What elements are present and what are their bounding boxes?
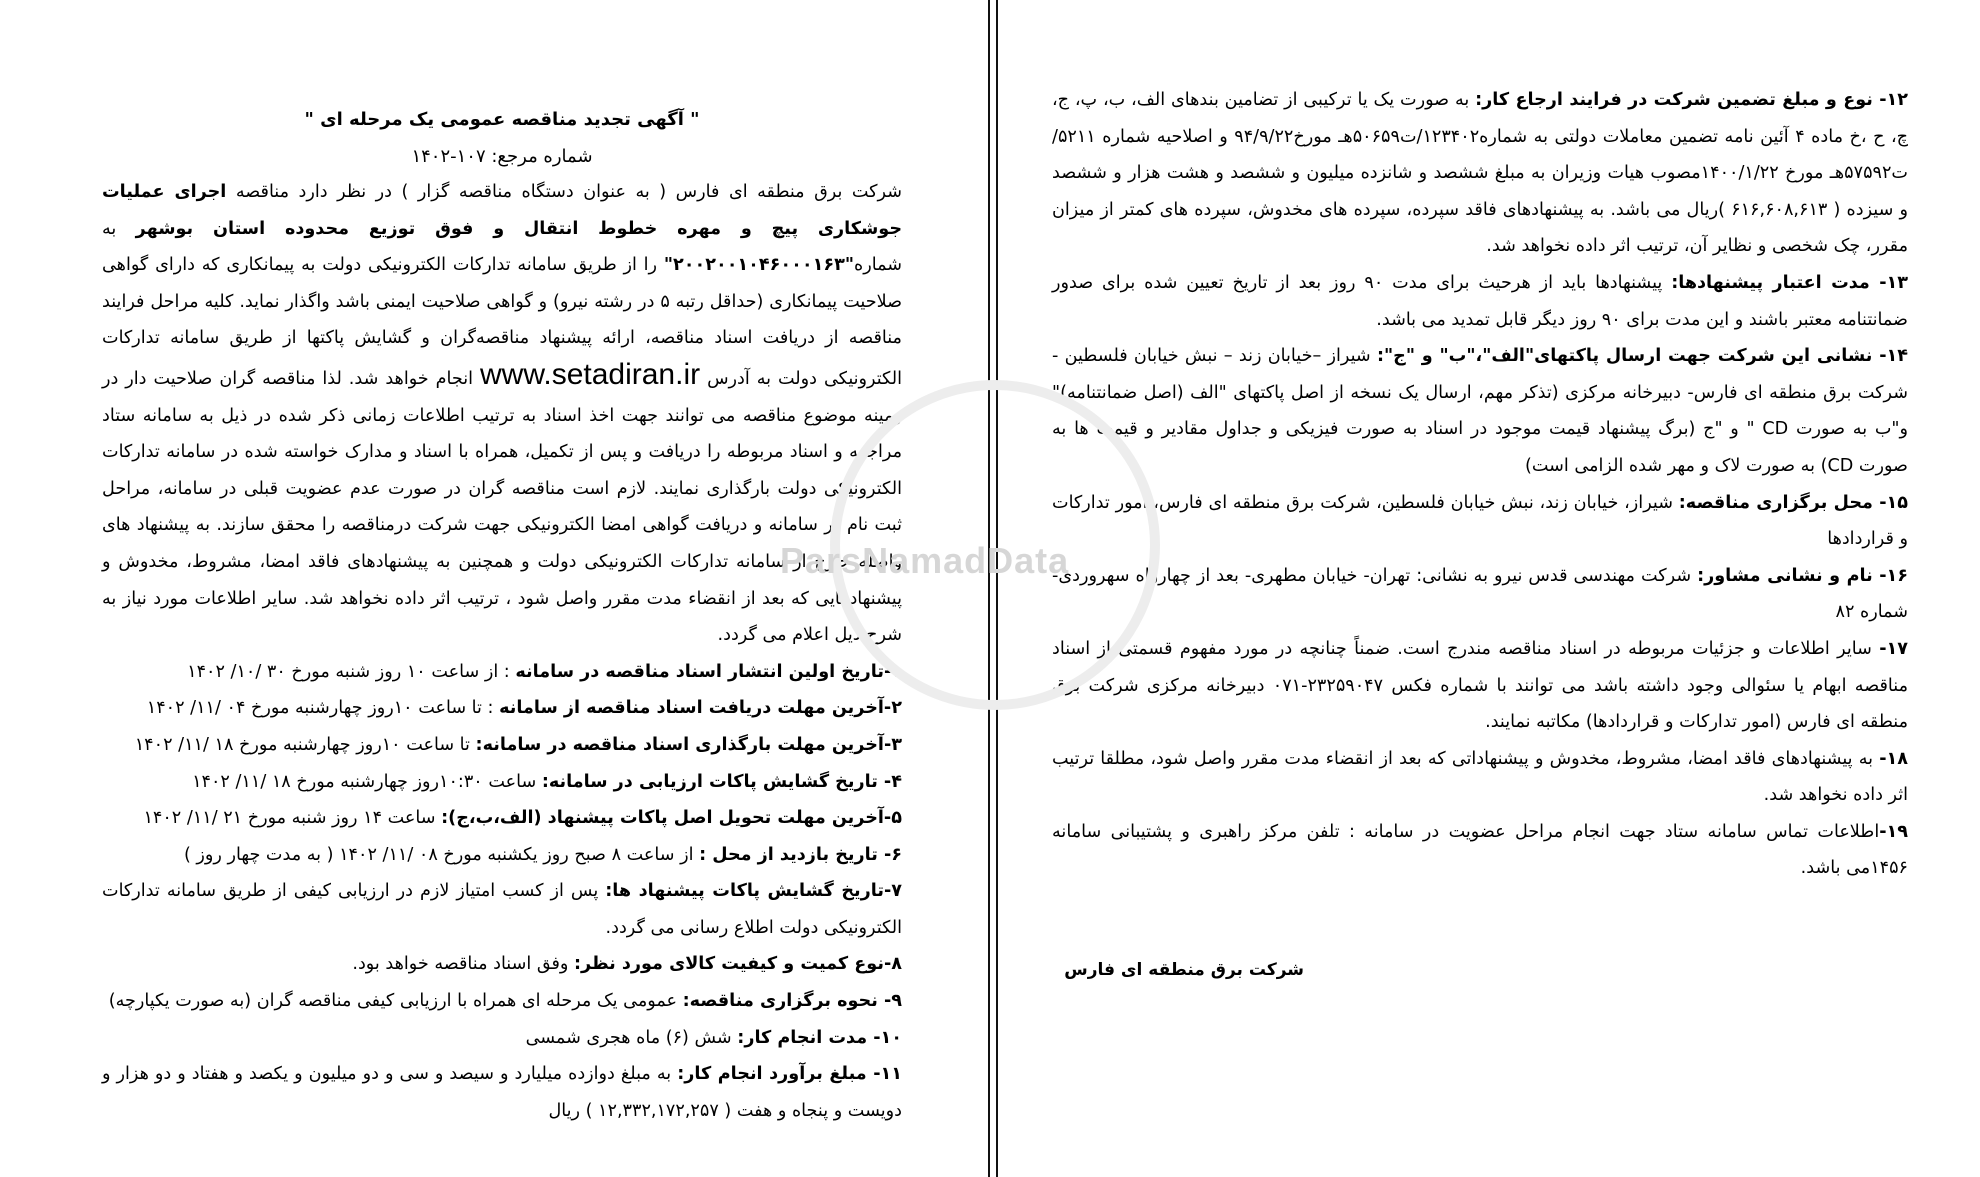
setadiran-url: www.setadiran.ir	[480, 357, 701, 391]
item-16: ۱۶- نام و نشانی مشاور: شرکت مهندسی قدس نیرو به نشانی: تهران- خیابان مطهری- بعد از چهارراه سهروردی- شماره ۸۲	[1052, 565, 1908, 623]
left-column	[102, 100, 902, 1129]
item-5: ۵-آخرین مهلت تحویل اصل پاکات پیشنهاد (الف،ب،ج): ساعت ۱۴ روز شنبه مورخ ۲۱ /۱۱/ ۱۴۰۲	[143, 808, 902, 829]
item-3: ۳-آخرین مهلت بارگذاری اسناد مناقصه در سامانه: تا ساعت ۱۰روز چهارشنبه مورخ ۱۸ /۱۱/ ۱۴۰۲	[134, 734, 902, 755]
item-17: ۱۷- سایر اطلاعات و جزئیات مربوطه در اسناد مناقصه مندرج است. ضمناً چنانچه در مورد مفهوم قسمتی از اسناد مناقصه ابهام یا سئوالی وجود داشته باشد می توانند با شماره فکس ۲۳۲۵۹۰۴۷-۰۷۱ دبیرخانه مرکزی شرکت برق منطقه ای فارس (امور تدارکات و قراردادها) مکاتبه نمایند.	[1052, 638, 1908, 733]
company-signature: شرکت برق منطقه ای فارس	[1064, 960, 1304, 980]
item-13: ۱۳- مدت اعتبار پیشنهادها: پیشنهادها باید از هرحیث برای مدت ۹۰ روز بعد از تاریخ تعیین شده برای صدور ضمانتنامه معتبر باشند و این مدت برای ۹۰ روز دیگر قابل تمدید می باشد.	[1052, 272, 1908, 330]
item-11: ۱۱- مبلغ برآورد انجام کار: به مبلغ دوازده میلیارد و سیصد و سی و دو میلیون و یکصد و هفتاد و دو هزار و دویست و پنجاه و هفت ( ۱۲,۳۳۲,۱۷۲,۲۵۷ ) ریال	[102, 1064, 902, 1121]
notice-title: " آگهی تجدید مناقصه عمومی یک مرحله ای "	[304, 109, 700, 130]
right-column	[1052, 82, 1908, 887]
item-14: ۱۴- نشانی این شرکت جهت ارسال پاکتهای"الف"،"ب" و "ج": شیراز –خیابان زند – نبش خیابان فلسطین - شرکت برق منطقه ای فارس- دبیرخانه مرکزی (تذکر مهم، ارسال یک نسخه از اصل پاکتهای "الف (اصل ضمانتنامه)" و"ب به صورت CD " و "ج (برگ پیشنهاد قیمت موجود در اسناد به صورت فیزیکی و جداول مقادیر و قیمت ها به صورت CD) به صورت لاک و مهر شده الزامی است)	[1052, 346, 1908, 476]
item-8: ۸-نوع کمیت و کیفیت کالای مورد نظر: وفق اسناد مناقصه خواهد بود.	[352, 954, 902, 975]
item-7: ۷-تاریخ گشایش پاکات پیشنهاد ها: پس از کسب امتیاز لازم در ارزیابی کیفی از طریق سامانه تدارکات الکترونیکی دولت اطلاع رسانی می گردد.	[102, 881, 902, 938]
item-6: ۶- تاریخ بازدید از محل : از ساعت ۸ صبح روز یکشنبه مورخ ۰۸ /۱۱/ ۱۴۰۲ ( به مدت چهار روز )	[183, 844, 902, 865]
item-12: ۱۲- نوع و مبلغ تضمین شرکت در فرایند ارجاع کار: به صورت یک یا ترکیبی از تضامین بندهای الف، ب، پ، ج، چ، ح ،خ ماده ۴ آئین نامه تضمین معاملات دولتی به شماره۱۲۳۴۰۲/ت۵۰۶۵۹هـ مورخ۹۴/۹/۲۲ و اصلاحیه شماره ۵۲۱۱/ت۵۷۵۹۲هـ مورخ ۱۴۰۰/۱/۲۲مصوب هیات وزیران به مبلغ ششصد و شانزده میلیون و ششصد و هشت هزار و ششصد و سیزده ( ۶۱۶,۶۰۸,۶۱۳ )ریال می باشد. به پیشنهادهای فاقد سپرده، سپرده های مخدوش، سپرده های کمتر از میزان مقرر، چک شخصی و نظایر آن، ترتیب اثر داده نخواهد شد.	[1052, 90, 1908, 257]
reference-number: شماره مرجع: ۱۰۷-۱۴۰۲	[411, 146, 593, 167]
item-10: ۱۰- مدت انجام کار: شش (۶) ماه هجری شمسی	[525, 1027, 902, 1048]
intro-paragraph: شرکت برق منطقه ای فارس ( به عنوان دستگاه مناقصه گزار ) در نظر دارد مناقصه اجرای عملیات جوشکاری پیچ و مهره خطوط انتقال و فوق توزیع محدوده استان بوشهر به شماره"۲۰۰۲۰۰۱۰۴۶۰۰۰۱۶۳" را از طریق سامانه تدارکات الکترونیکی دولت به پیمانکاری که دارای گواهی صلاحیت پیمانکاری (حداقل رتبه ۵ در رشته نیرو) و گواهی صلاحیت ایمنی باشد واگذار نماید. کلیه مراحل فرایند مناقصه از دریافت اسناد مناقصه، ارائه پیشنهاد مناقصه‌گران و گشایش پاکتها از طریق سامانه تدارکات الکترونیکی دولت به آدرس www.setadiran.ir انجام خواهد شد. لذا مناقصه گران صلاحیت دار در زمینه موضوع مناقصه می توانند جهت اخذ اسناد به ترتیب اطلاعات زمانی ذکر شده در ذیل به سامانه ستاد مراجعه و اسناد مربوطه را دریافت و پس از تکمیل، همراه با اسناد و مدارک خواسته شده در سامانه تدارکات الکترونیکی دولت بارگذاری نمایند. لازم است مناقصه گران در صورت عدم عضویت قبلی در سامانه، مراحل ثبت نام در سامانه و دریافت گواهی امضا الکترونیکی جهت شرکت درمناقصه را محقق سازند. به پیشنهاد های واصله خارج از سامانه تدارکات الکترونیکی دولت و همچنین به پیشنهادهای فاقد امضا، مشروط، مخدوش و پیشنهادهایی که بعد از انقضاء مدت مقرر واصل شود ، ترتیب اثر داده نخواهد شد. سایر اطلاعات مورد نیاز به شرح ذیل اعلام می گردد.	[102, 182, 903, 646]
item-15: ۱۵- محل برگزاری مناقصه: شیراز، خیابان زند، نبش خیابان فلسطین، شرکت برق منطقه ای فارس، امور تدارکات و قراردادها	[1052, 492, 1908, 550]
item-1: ۱-تاریخ اولین انتشار اسناد مناقصه در سامانه : از ساعت ۱۰ روز شنبه مورخ ۳۰ /۱۰/ ۱۴۰۲	[187, 661, 902, 682]
item-2: ۲-آخرین مهلت دریافت اسناد مناقصه از سامانه : تا ساعت ۱۰روز چهارشنبه مورخ ۰۴ /۱۱/ ۱۴۰۲	[146, 698, 902, 719]
item-19: ۱۹-اطلاعات تماس سامانه ستاد جهت انجام مراحل عضویت در سامانه : تلفن مرکز راهبری و پشتیبانی سامانه ۱۴۵۶می باشد.	[1052, 821, 1908, 879]
item-4: ۴- تاریخ گشایش پاکات ارزیابی در سامانه: ساعت ۱۰:۳۰روز چهارشنبه مورخ ۱۸ /۱۱/ ۱۴۰۲	[192, 771, 902, 792]
item-18: ۱۸- به پیشنهادهای فاقد امضا، مشروط، مخدوش و پیشنهاداتی که بعد از انقضاء مدت مقرر واصل شود، مطلقا ترتیب اثر داده نخواهد شد.	[1052, 748, 1908, 806]
watermark-text: ParsNamadData	[780, 540, 1070, 581]
item-9: ۹- نحوه برگزاری مناقصه: عمومی یک مرحله ای همراه با ارزیابی کیفی مناقصه گران (به صورت یکپارچه)	[108, 991, 902, 1012]
